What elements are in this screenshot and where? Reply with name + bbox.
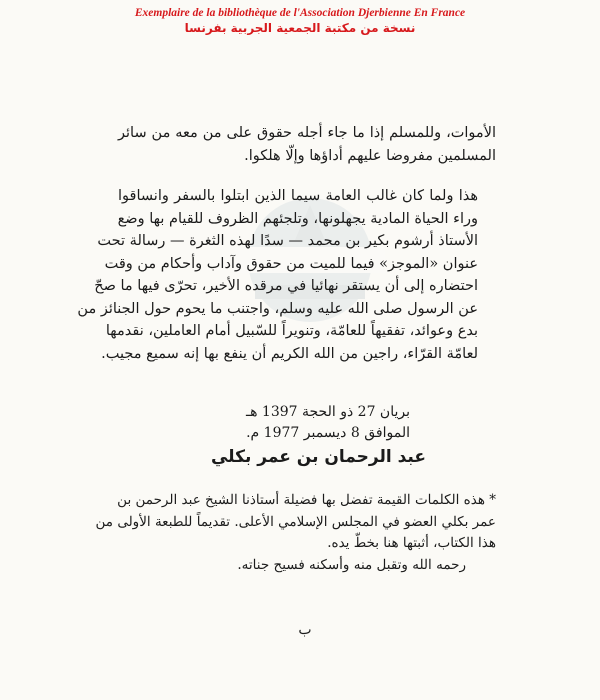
author-signature: عبد الرحمان بن عمر بكلي (210, 447, 426, 467)
paragraph-2 (77, 185, 496, 365)
footnote-line: عمر بكلي العضو في المجلس الإسلامي الأعلى. تقديماً للطبعة الأولى من (95, 513, 496, 530)
footnote (95, 490, 496, 576)
paragraph-2-line: بدع وعوائد، تفقيهاً للعامّة، وتنويراً للسّبيل أمام العاملين، نقدمها (105, 323, 478, 339)
footnote-line: هذا الكتاب، أثبتها هنا بخطّ يده. (327, 535, 496, 551)
gregorian-date: الموافق 8 ديسمبر 1977 م. (246, 425, 410, 441)
page-number: ب (298, 622, 312, 638)
paragraph-2-line: وراء الحياة المادية يجهلونها، وتلجئهم الظروف للقيام بها وضع (117, 210, 478, 227)
footnote-closing: رحمه الله وتقبل منه وأسكنه فسيح جناته. (237, 556, 466, 573)
paragraph-2-line: الأستاذ أرشوم بكير بن محمد — سدًا لهذه الثغرة — رسالة تحت (97, 233, 478, 249)
paragraph-2-line: عن الرسول صلى الله عليه وسلم، واجتنب ما يحوم حول الجنائز من (77, 300, 478, 317)
paragraph-2-line: هذا ولما كان غالب العامة سيما الذين ابتلوا بالسفر وانساقوا (118, 188, 478, 204)
paragraph-2-line: احتضاره إلى أن يستقر نهائيا في مرقده الأخير، تحرّى فيها ما صحّ (94, 278, 478, 294)
footnote-line: * هذه الكلمات القيمة تفضل بها فضيلة أستاذنا الشيخ عبد الرحمن بن (117, 492, 496, 508)
paragraph-2-line: عنوان «الموجز» فيما للميت من حقوق وآداب وأحكام من وقت (104, 255, 478, 272)
paragraph-1-line: المسلمين مفروضا عليهم أداؤها وإلّا هلكوا. (244, 147, 496, 164)
paragraph-1 (118, 122, 496, 167)
header-arabic-line: نسخة من مكتبة الجمعية الجربية بفرنسا (184, 21, 416, 35)
date-block (200, 402, 410, 444)
library-stamp-header (0, 6, 600, 36)
paragraph-2-line: لعامّة القرّاء، راجين من الله الكريم أن ينفع بها إنه سميع مجيب. (101, 345, 478, 362)
header-french-line: Exemplaire de la bibliothèque de l'Association Djerbienne En France (134, 7, 466, 19)
hijri-date: بريان 27 ذو الحجة 1397 هـ (245, 404, 410, 420)
paragraph-1-line: الأموات، وللمسلم إذا ما جاء أجله حقوق على من معه من سائر (118, 125, 496, 141)
